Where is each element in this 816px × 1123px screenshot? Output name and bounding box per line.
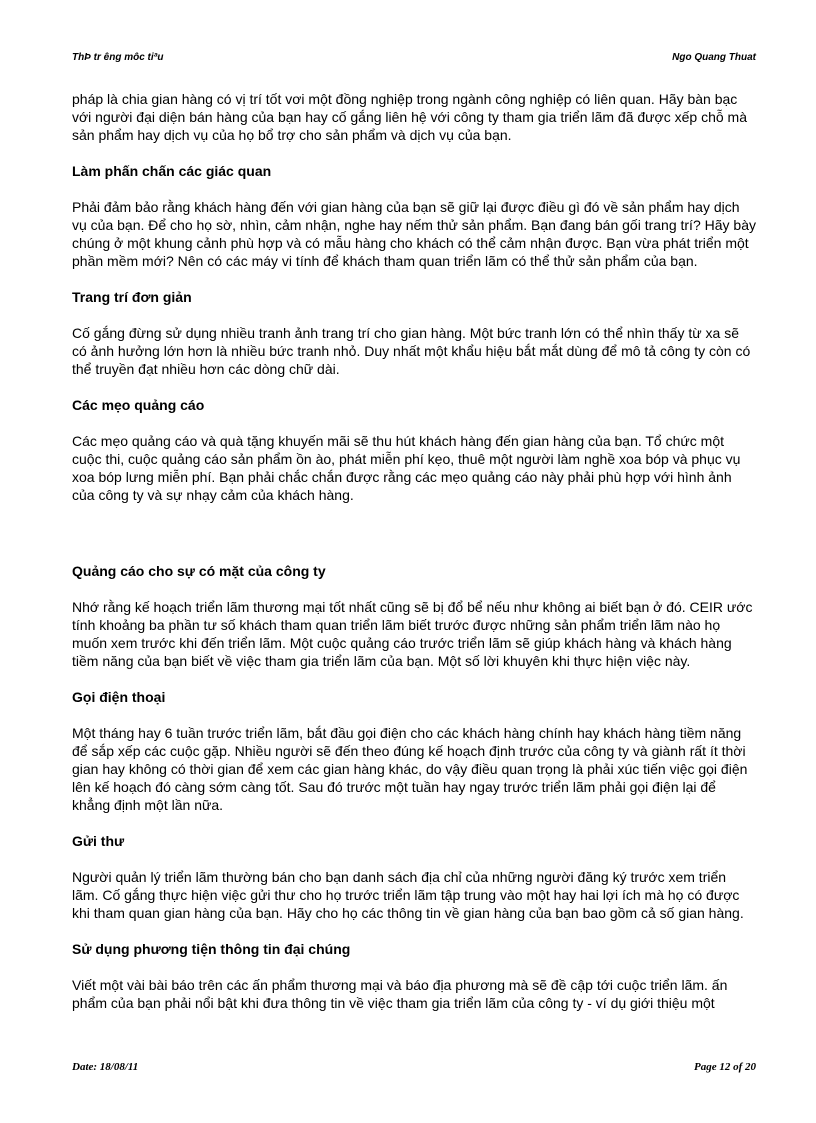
header-author: Ngo Quang Thuat [672,52,756,63]
section-spacer [72,522,756,562]
paragraph-senses: Phải đảm bảo rằng khách hàng đến với gian hàng của bạn sẽ giữ lại được điều gì đó về sản phẩm hay dịch vụ của bạn. Để cho họ sờ, nhìn, cảm nhận, nghe hay nếm thử sản phẩm. Bạn đang bán gối trang trí? Hãy bày chúng ở một khung cảnh phù hợp và có mẫu hàng cho khách có thể cảm nhận được. Bạn vừa phát triển một phần mềm mới? Nên có các máy vi tính để khách tham quan triển lãm có thể thử sản phẩm của bạn. [72,199,756,269]
footer-page-number: Page 12 of 20 [693,1061,756,1073]
page-footer [72,1061,756,1077]
heading-presence: Quảng cáo cho sự có mặt của công ty [72,563,326,579]
page-header [72,52,756,68]
heading-senses: Làm phấn chấn các giác quan [72,163,272,179]
header-section-title: ThÞ tr êng môc tiªu [72,52,164,63]
paragraph-tricks: Các mẹo quảng cáo và quà tặng khuyến mãi sẽ thu hút khách hàng đến gian hàng của bạn. Tổ chức một cuộc thi, cuộc quảng cáo sản phẩm ồn ào, phát miễn phí kẹo, thuê một người làm nghề xoa bóp và phục vụ xoa bóp lưng miễn phí. Bạn phải chắc chắn được rằng các mẹo quảng cáo này phải phù hợp với hình ảnh của công ty và sự nhạy cảm của khách hàng. [72,433,741,503]
paragraph-mail: Người quản lý triển lãm thường bán cho bạn danh sách địa chỉ của những người đăng ký trước xem triển lãm. Cố gắng thực hiện việc gửi thư cho họ trước triển lãm tập trung vào một hay hai lợi ích mà họ có được khi tham quan gian hàng của bạn. Hãy cho họ các thông tin về gian hàng của bạn bao gồm cả số gian hàng. [72,869,744,921]
paragraph-media: Viết một vài bài báo trên các ấn phẩm thương mại và báo địa phương mà sẽ đề cập tới cuộc triển lãm. ấn phẩm của bạn phải nổi bật khi đưa thông tin về việc tham gia triển lãm của công ty - ví dụ giới thiệu một [72,977,728,1011]
paragraph-phone: Một tháng hay 6 tuần trước triển lãm, bắt đầu gọi điện cho các khách hàng chính hay khách hàng tiềm năng để sắp xếp các cuộc gặp. Nhiều người sẽ đến theo đúng kế hoạch định trước của công ty và giành rất ít thời gian hay không có thời gian để xem các gian hàng khác, do vậy điều quan trọng là phải xúc tiến việc gọi điện lên kế hoạch đó càng sớm càng tốt. Sau đó trước một tuần hay ngay trước triển lãm phải gọi điện lại để khẳng định một lần nữa. [72,725,748,813]
document-body [72,90,756,1030]
paragraph-decor: Cố gắng đừng sử dụng nhiều tranh ảnh trang trí cho gian hàng. Một bức tranh lớn có thể nhìn thấy từ xa sẽ có ảnh hưởng lớn hơn là nhiều bức tranh nhỏ. Duy nhất một khẩu hiệu bắt mắt dùng để mô tả công ty còn có thể truyền đạt nhiều hơn các dòng chữ dài. [72,325,751,377]
heading-tricks: Các mẹo quảng cáo [72,397,205,413]
heading-mail: Gửi thư [72,833,125,849]
footer-date: Date: 18/08/11 [72,1061,139,1073]
paragraph-intro: pháp là chia gian hàng có vị trí tốt vơi một đồng nghiệp trong ngành công nghiệp có liên quan. Hãy bàn bạc với người đại diện bán hàng của bạn hay cố gắng liên hệ với công ty tham gia triển lãm đã được xếp chỗ mà sản phẩm hay dịch vụ của họ bổ trợ cho sản phẩm và dịch vụ của bạn. [72,91,747,143]
heading-phone: Gọi điện thoại [72,689,166,705]
heading-media: Sử dụng phương tiện thông tin đại chúng [72,941,351,957]
heading-decor: Trang trí đơn giản [72,289,192,305]
paragraph-presence: Nhớ rằng kế hoạch triển lãm thương mại tốt nhất cũng sẽ bị đổ bể nếu như không ai biết bạn ở đó. CEIR ước tính khoảng ba phần tư số khách tham quan triển lãm biết trước được những sản phẩm triển lãm nào họ muốn xem trước khi đến triển lãm. Một cuộc quảng cáo trước triển lãm sẽ giúp khách hàng và khách hàng tiềm năng của bạn biết về việc tham gia triển lãm của bạn. Một số lời khuyên khi thực hiện việc này. [72,599,753,669]
